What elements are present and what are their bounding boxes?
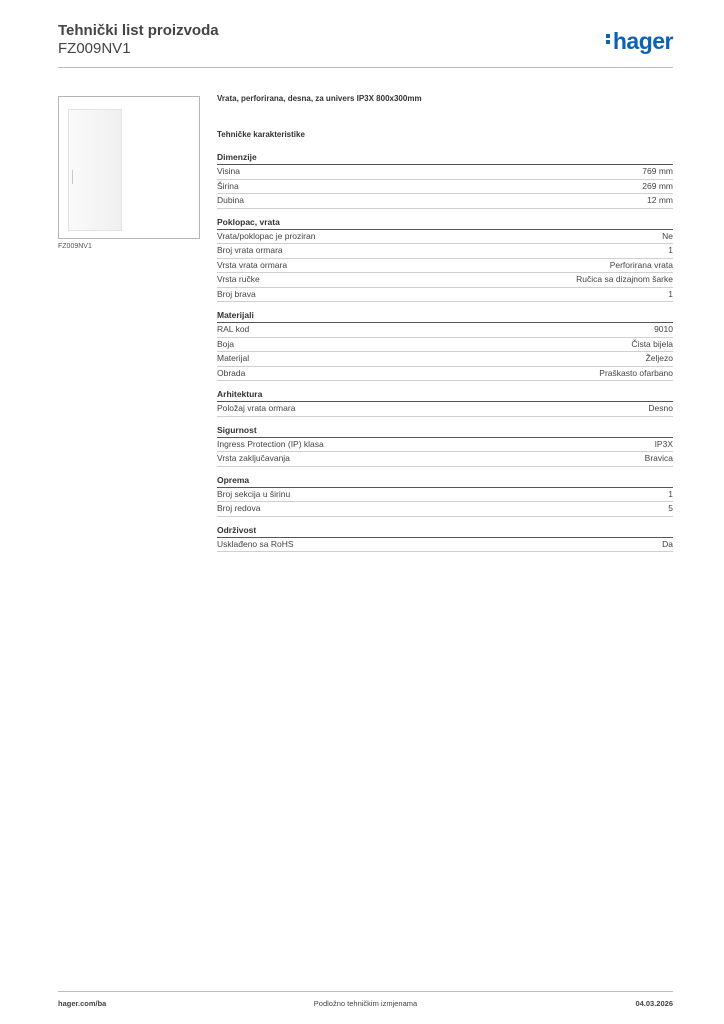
footer-notice: Podložno tehničkim izmjenama xyxy=(313,999,418,1008)
spec-label: Broj vrata ormara xyxy=(217,245,283,255)
spec-group-title: Poklopac, vrata xyxy=(217,217,673,230)
spec-value: 1 xyxy=(668,245,673,255)
door-illustration xyxy=(68,109,122,231)
spec-group-title: Održivost xyxy=(217,525,673,538)
image-caption: FZ009NV1 xyxy=(58,243,92,250)
spec-group xyxy=(217,217,673,303)
spec-label: Broj brava xyxy=(217,288,256,299)
spec-content xyxy=(217,94,673,552)
logo-dots-icon xyxy=(606,32,611,46)
spec-row xyxy=(217,352,673,367)
spec-row xyxy=(217,402,673,417)
spec-label: Boja xyxy=(217,338,235,349)
spec-group xyxy=(217,425,673,467)
spec-label: Visina xyxy=(217,166,240,176)
spec-label: Vrsta vrata ormara xyxy=(217,259,288,270)
document-title: Tehnički list proizvoda xyxy=(58,22,219,39)
product-image xyxy=(58,96,200,239)
spec-value: 9010 xyxy=(654,324,673,334)
spec-value: 769 mm xyxy=(642,166,673,176)
header-divider xyxy=(58,67,673,68)
spec-group-title: Materijali xyxy=(217,310,673,323)
spec-value: 12 mm xyxy=(647,195,673,205)
spec-group xyxy=(217,389,673,417)
spec-label: Broj redova xyxy=(217,503,261,513)
product-description: Vrata, perforirana, desna, za univers IP3X 800x300mm xyxy=(217,94,422,103)
spec-value: Perforirana vrata xyxy=(609,259,673,270)
spec-row xyxy=(217,273,673,288)
spec-label: Usklađeno sa RoHS xyxy=(217,538,294,549)
spec-row xyxy=(217,323,673,338)
spec-value: 5 xyxy=(668,503,673,513)
spec-value: Bravica xyxy=(644,453,673,463)
spec-group xyxy=(217,475,673,517)
spec-row xyxy=(217,194,673,209)
spec-label: RAL kod xyxy=(217,324,250,334)
spec-value: Desno xyxy=(648,403,673,413)
spec-row xyxy=(217,452,673,467)
spec-value: Ne xyxy=(662,230,673,241)
spec-group-title: Oprema xyxy=(217,475,673,488)
spec-groups xyxy=(217,152,673,552)
logo-text: hager xyxy=(612,28,673,54)
spec-value: Ručica sa dizajnom šarke xyxy=(576,274,673,284)
spec-row xyxy=(217,180,673,195)
product-code: FZ009NV1 xyxy=(58,40,131,57)
spec-group xyxy=(217,152,673,209)
spec-label: Ingress Protection (IP) klasa xyxy=(217,438,324,449)
spec-row xyxy=(217,288,673,303)
spec-row xyxy=(217,488,673,503)
spec-row xyxy=(217,259,673,274)
spec-label: Širina xyxy=(217,180,239,191)
spec-value: Praškasto ofarbano xyxy=(599,367,673,378)
spec-value: Čista bijela xyxy=(631,338,673,349)
spec-group xyxy=(217,525,673,553)
spec-group xyxy=(217,310,673,381)
spec-row xyxy=(217,230,673,245)
spec-label: Obrada xyxy=(217,367,246,378)
spec-group-title: Arhitektura xyxy=(217,389,673,402)
footer-date: 04.03.2026 xyxy=(635,999,673,1008)
spec-label: Vrsta zaključavanja xyxy=(217,453,290,463)
page-header xyxy=(58,22,673,58)
spec-value: Da xyxy=(662,538,673,549)
spec-row xyxy=(217,367,673,382)
spec-value: 1 xyxy=(668,288,673,299)
spec-group-title: Sigurnost xyxy=(217,425,673,438)
spec-row xyxy=(217,438,673,453)
spec-group-title: Dimenzije xyxy=(217,152,673,165)
spec-label: Vrsta ručke xyxy=(217,274,260,284)
spec-value: IP3X xyxy=(654,438,673,449)
hager-logo xyxy=(606,27,673,55)
specs-heading: Tehničke karakteristike xyxy=(217,130,305,139)
spec-row xyxy=(217,165,673,180)
spec-label: Broj sekcija u širinu xyxy=(217,488,291,499)
door-handle-icon xyxy=(72,170,73,184)
spec-value: 269 mm xyxy=(642,180,673,191)
footer-divider xyxy=(58,991,673,992)
spec-label: Položaj vrata ormara xyxy=(217,403,296,413)
spec-label: Vrata/poklopac je proziran xyxy=(217,230,316,241)
spec-label: Dubina xyxy=(217,195,244,205)
footer-website: hager.com/ba xyxy=(58,999,107,1008)
spec-row xyxy=(217,538,673,553)
spec-label: Materijal xyxy=(217,353,250,363)
spec-row xyxy=(217,244,673,259)
spec-value: Željezo xyxy=(645,353,673,363)
spec-row xyxy=(217,502,673,517)
spec-row xyxy=(217,338,673,353)
spec-value: 1 xyxy=(668,488,673,499)
